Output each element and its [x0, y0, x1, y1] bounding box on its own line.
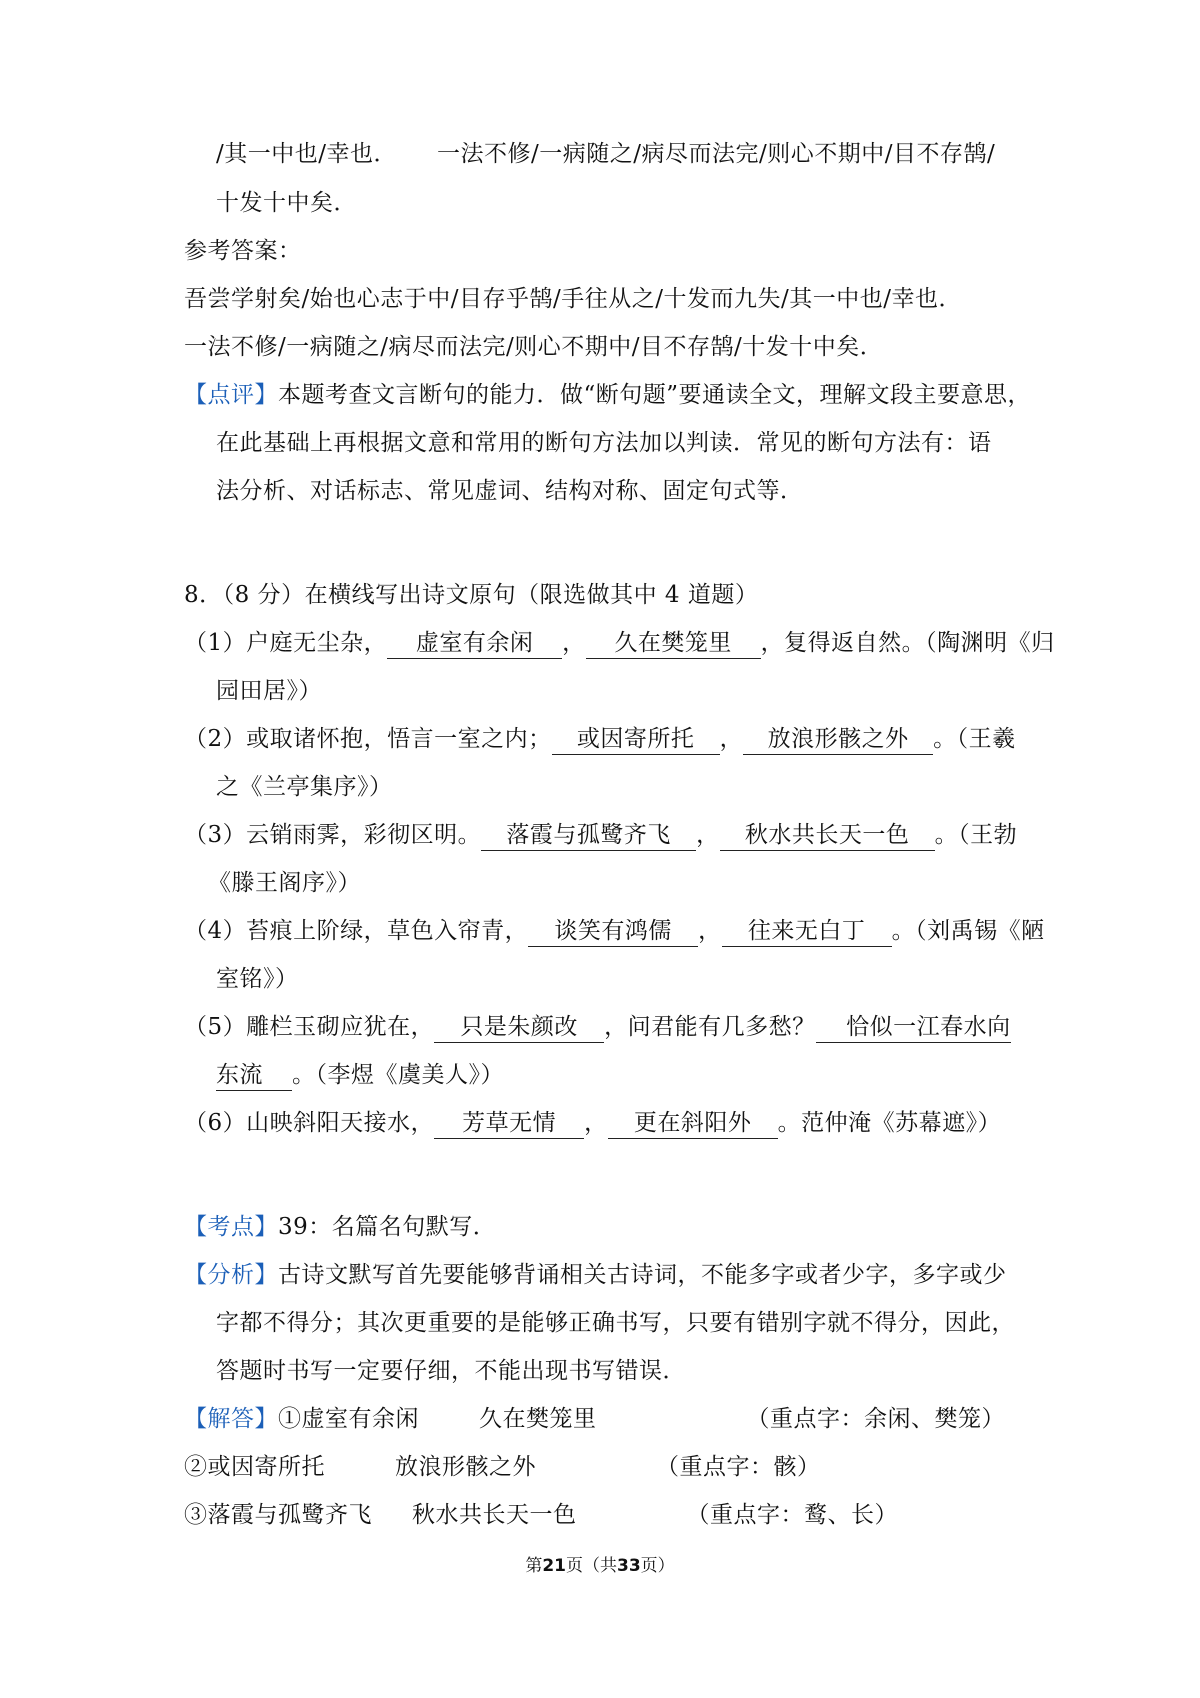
fenxi-line-2 — [216, 1306, 1015, 1340]
q8-item-2-mid: ， — [719, 726, 744, 752]
q8-item-6 — [184, 1106, 1001, 1140]
q8-item-6-post: 。范仲淹《苏幕遮》） — [777, 1110, 1002, 1136]
reference-label-text: 参考答案： — [184, 238, 302, 264]
jieda-answer-3-b: 秋水共长天一色 — [412, 1502, 577, 1528]
fenxi-line-1 — [184, 1258, 1007, 1292]
reference-answer-1 — [184, 282, 962, 316]
q8-item-5-cont — [216, 1058, 504, 1092]
jieda-answer-1-b: 久在樊笼里 — [479, 1406, 597, 1432]
segment-line-2 — [216, 186, 357, 220]
footer-mid: 页（共 — [566, 1556, 617, 1576]
kaodian-tag: 【考点】 — [184, 1214, 278, 1240]
q8-item-6-num: （6） — [184, 1110, 247, 1136]
q8-item-4-num: （4） — [184, 918, 247, 944]
kaodian-text: 39：名篇名句默写． — [278, 1214, 497, 1240]
q8-item-4-answer-2: 往来无白丁 — [722, 916, 892, 947]
q8-item-6-pre: 山映斜阳天接水， — [246, 1110, 435, 1136]
q8-item-5 — [184, 1010, 1011, 1044]
comment-text-3: 法分析、对话标志、常见虚词、结构对称、固定句式等． — [216, 478, 804, 504]
jieda-line-2 — [184, 1450, 821, 1484]
comment-line-3 — [216, 474, 804, 508]
reference-label — [184, 234, 302, 268]
q8-item-4-cont — [216, 962, 299, 996]
q8-item-3 — [184, 818, 1017, 852]
q8-item-5-pre: 雕栏玉砌应犹在， — [246, 1014, 435, 1040]
q8-item-1-cont — [216, 674, 322, 708]
q8-item-4-pre: 苔痕上阶绿，草色入帘青， — [246, 918, 529, 944]
footer-post: 页） — [640, 1556, 675, 1576]
q8-item-3-pre: 云销雨霁，彩彻区明。 — [246, 822, 482, 848]
q8-item-1-answer-1: 虚室有余闲 — [387, 628, 562, 659]
fenxi-tag: 【分析】 — [184, 1262, 278, 1288]
q8-item-4-answer-1: 谈笑有鸿儒 — [528, 916, 698, 947]
q8-item-1 — [184, 626, 1055, 660]
segment-text-b: 一法不修/一病随之/病尽而法完/则心不期中/目不存鹄/ — [437, 141, 996, 167]
comment-tag: 【点评】 — [184, 382, 278, 408]
kaodian-line — [184, 1210, 496, 1244]
q8-item-5-answer-2-cont: 东流 — [216, 1060, 292, 1091]
q8-item-6-answer-1: 芳草无情 — [434, 1108, 584, 1139]
jieda-answer-3-note: （重点字：鹜、长） — [686, 1502, 898, 1528]
q8-item-2-cont — [216, 770, 393, 804]
comment-line-1 — [184, 378, 1031, 412]
q8-item-4-cont-text: 室铭》） — [216, 966, 299, 992]
q8-item-1-answer-2: 久在樊笼里 — [586, 628, 761, 659]
q8-item-6-mid: ， — [584, 1110, 608, 1136]
jieda-answer-2-b: 放浪形骸之外 — [395, 1454, 536, 1480]
comment-text-1: 本题考查文言断句的能力．做“断句题”要通读全文，理解文段主要意思， — [278, 382, 1032, 408]
q8-item-5-mid: ，问君能有几多愁？ — [604, 1014, 816, 1040]
q8-item-3-cont — [208, 866, 361, 900]
q8-item-2 — [184, 722, 1016, 756]
fenxi-text-2: 字都不得分；其次更重要的是能够正确书写，只要有错别字就不得分，因此， — [216, 1310, 1015, 1336]
q8-item-4-post: 。（刘禹锡《陋 — [891, 918, 1045, 944]
q8-item-5-num: （5） — [184, 1014, 247, 1040]
segment-text-c: 十发十中矣． — [216, 190, 357, 216]
q8-item-6-answer-2: 更在斜阳外 — [608, 1108, 778, 1139]
footer-pre: 第 — [525, 1556, 543, 1576]
q8-item-1-num: （1） — [184, 630, 247, 656]
q8-item-5-answer-1: 只是朱颜改 — [434, 1012, 604, 1043]
segment-text-a: /其一中也/幸也． — [216, 141, 397, 167]
q8-item-1-post: ，复得返自然。（陶渊明《归 — [760, 630, 1055, 656]
q8-item-3-answer-2: 秋水共长天一色 — [720, 820, 935, 851]
q8-item-3-num: （3） — [184, 822, 247, 848]
page-footer — [0, 1553, 1200, 1579]
q8-item-4-mid: ， — [698, 918, 722, 944]
footer-page-number: 21 — [542, 1556, 566, 1576]
reference-answer-2 — [184, 330, 883, 364]
q8-item-4 — [184, 914, 1045, 948]
q8-item-5-answer-2: 恰似一江春水向 — [816, 1012, 1011, 1043]
comment-text-2: 在此基础上再根据文意和常用的断句方法加以判读．常见的断句方法有：语 — [216, 430, 992, 456]
q8-item-1-mid: ， — [562, 630, 586, 656]
q8-item-1-pre: 户庭无尘杂， — [246, 630, 388, 656]
footer-total-pages: 33 — [617, 1556, 641, 1576]
jieda-answer-2-note: （重点字：骸） — [656, 1454, 821, 1480]
jieda-answer-1-note: （重点字：余闲、樊笼） — [746, 1406, 1005, 1432]
q8-item-3-mid: ， — [696, 822, 720, 848]
fenxi-text-3: 答题时书写一定要仔细，不能出现书写错误． — [216, 1358, 686, 1384]
jieda-answer-2-a: ②或因寄所托 — [184, 1454, 325, 1480]
q8-item-2-pre: 或取诸怀抱，悟言一室之内； — [246, 726, 552, 752]
q8-item-2-num: （2） — [184, 726, 247, 752]
q8-item-3-answer-1: 落霞与孤鹭齐飞 — [481, 820, 696, 851]
q8-item-2-cont-text: 之《兰亭集序》） — [216, 774, 393, 800]
jieda-line-1 — [184, 1402, 1005, 1436]
q8-item-2-post: 。（王羲 — [933, 726, 1016, 752]
jieda-answer-1-a: ①虚室有余闲 — [278, 1406, 419, 1432]
fenxi-line-3 — [216, 1354, 686, 1388]
question-8-title-text: 8．（8 分）在横线写出诗文原句（限选做其中 4 道题） — [184, 582, 759, 608]
comment-line-2 — [216, 426, 992, 460]
reference-answer-1-text: 吾尝学射矣/始也心志于中/目存乎鹄/手往从之/十发而九失/其一中也/幸也． — [184, 286, 962, 312]
q8-item-3-cont-text: 《滕王阁序》） — [208, 870, 361, 896]
segment-line-1 — [216, 137, 995, 171]
q8-item-2-answer-2: 放浪形骸之外 — [743, 724, 933, 755]
jieda-tag: 【解答】 — [184, 1406, 278, 1432]
question-8-title — [184, 578, 758, 612]
fenxi-text-1: 古诗文默写首先要能够背诵相关古诗词，不能多字或者少字，多字或少 — [278, 1262, 1007, 1288]
q8-item-1-cont-text: 园田居》） — [216, 678, 322, 704]
jieda-line-3 — [184, 1498, 898, 1532]
q8-item-3-post: 。（王勃 — [934, 822, 1018, 848]
q8-item-5-cont-text: 。（李煜《虞美人》） — [292, 1062, 504, 1088]
jieda-answer-3-a: ③落霞与孤鹭齐飞 — [184, 1502, 372, 1528]
reference-answer-2-text: 一法不修/一病随之/病尽而法完/则心不期中/目不存鹄/十发十中矣． — [184, 334, 884, 360]
q8-item-2-answer-1: 或因寄所托 — [552, 724, 720, 755]
